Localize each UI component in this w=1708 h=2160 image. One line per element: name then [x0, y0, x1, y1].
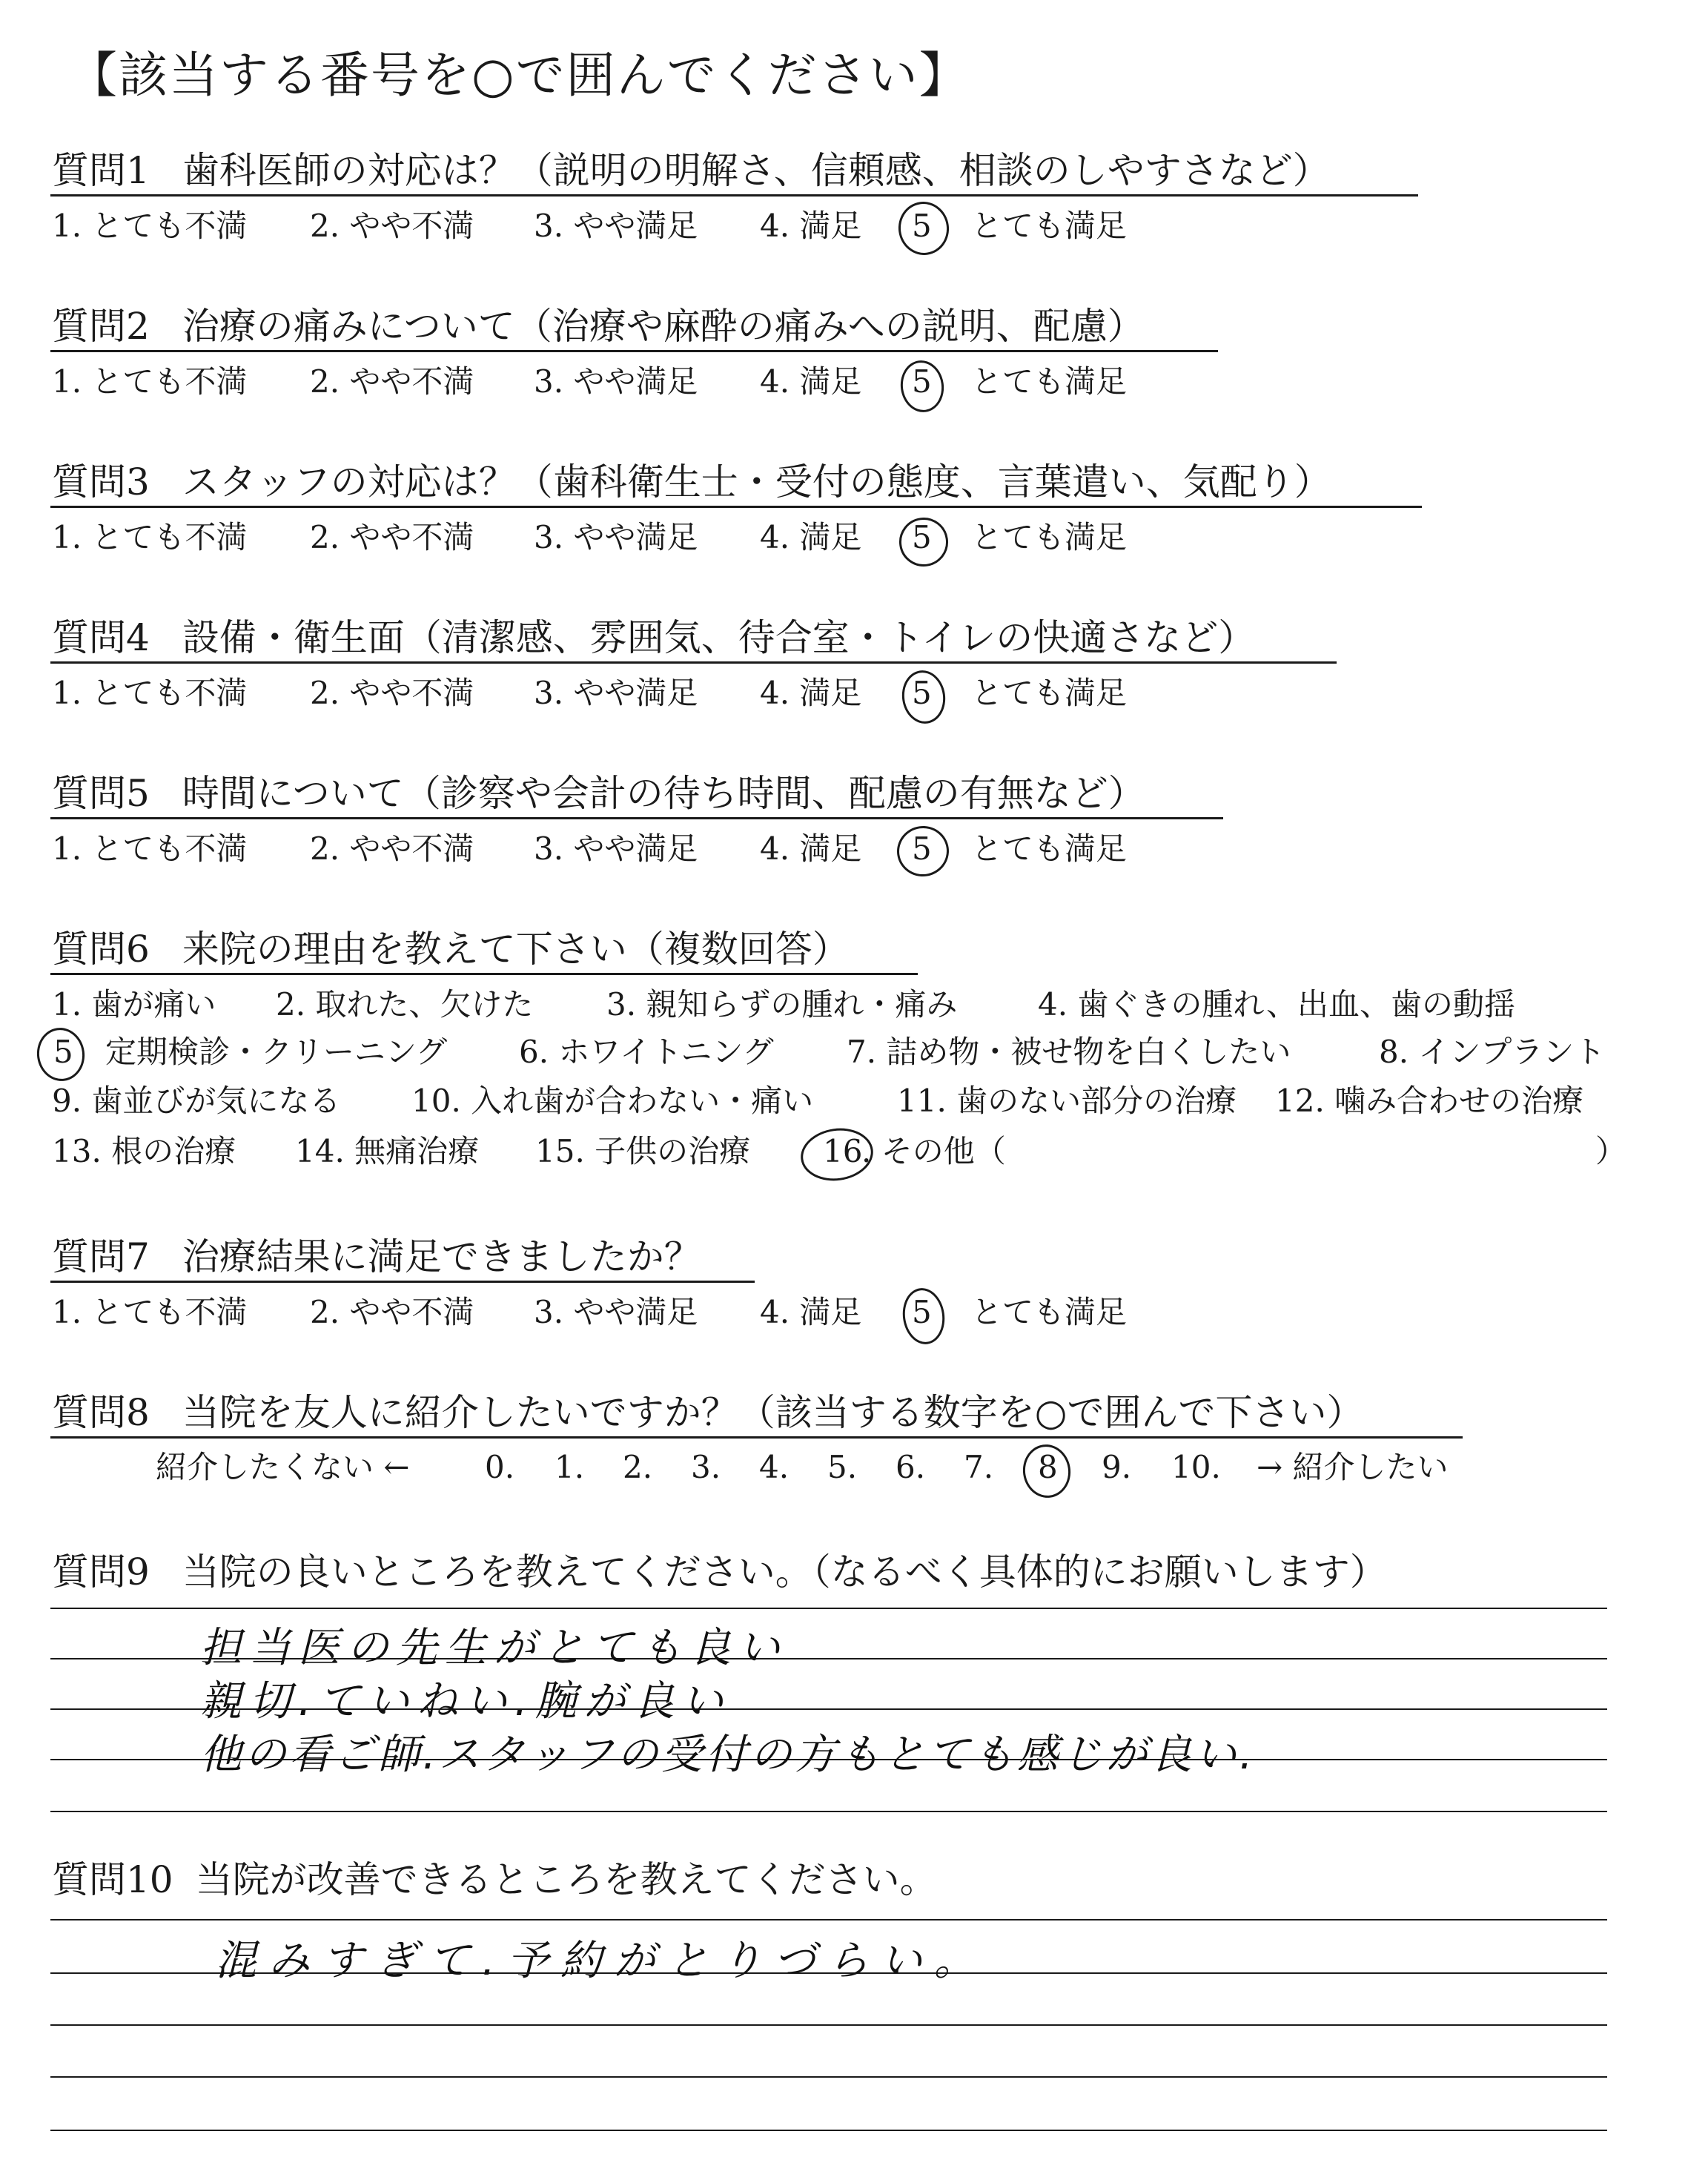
option-2[interactable]: 2. やや不満 — [310, 363, 474, 400]
question-3-title — [52, 460, 1331, 503]
question-5-title — [52, 772, 1145, 815]
scale-8[interactable]: 8 — [1038, 1449, 1058, 1485]
answer-circle-q8 — [1019, 1441, 1073, 1501]
answer-rule — [50, 2024, 1607, 2026]
question-9-number: 質問9 — [52, 1550, 150, 1593]
question-3-text: スタッフの対応は？（歯科衛生士・受付の態度、言葉遣い、気配り） — [182, 460, 1331, 503]
reason-10[interactable]: 10. 入れ歯が合わない・痛い — [411, 1083, 814, 1119]
answer-circle-q4 — [898, 667, 948, 726]
question-1-number: 質問1 — [52, 149, 150, 192]
option-1[interactable]: 1. とても不満 — [52, 208, 248, 244]
reasons-row-4 — [52, 1133, 1646, 1173]
question-5-text: 時間について（診察や会計の待ち時間、配慮の有無など） — [182, 772, 1145, 815]
option-5-label: とても満足 — [971, 519, 1128, 555]
question-7-number: 質問7 — [52, 1235, 150, 1278]
scale-5[interactable]: 5. — [827, 1449, 858, 1485]
scale-right-label: → 紹介したい — [1257, 1449, 1449, 1485]
option-5[interactable]: 5 — [912, 363, 932, 400]
question-2-options — [52, 363, 1238, 403]
question-8-scale — [156, 1449, 1564, 1489]
option-4[interactable]: 4. 満足 — [760, 1294, 862, 1330]
option-3[interactable]: 3. やや満足 — [534, 675, 698, 711]
handwritten-answer-q9-line3: 他の看ご師.スタッフの受付の方もとても感じが良い. — [200, 1731, 1256, 1779]
question-6-number: 質問6 — [52, 928, 150, 971]
option-5-label: とても満足 — [971, 1294, 1128, 1330]
reason-3[interactable]: 3. 親知らずの腫れ・痛み — [606, 986, 958, 1023]
question-7-text: 治療結果に満足できましたか？ — [182, 1235, 701, 1278]
reason-1[interactable]: 1. 歯が痛い — [52, 986, 216, 1023]
reason-13[interactable]: 13. 根の治療 — [52, 1133, 236, 1169]
option-3[interactable]: 3. やや満足 — [534, 830, 698, 867]
option-3[interactable]: 3. やや満足 — [534, 208, 698, 244]
question-1-text: 歯科医師の対応は？（説明の明解さ、信頼感、相談のしやすさなど） — [182, 149, 1330, 192]
option-5[interactable]: 5 — [912, 519, 932, 555]
handwritten-answer-q9-line1: 担当医の先生がとても良い — [200, 1624, 787, 1672]
question-8-underline — [50, 1436, 1463, 1439]
option-5[interactable]: 5 — [912, 675, 932, 711]
question-3-underline — [50, 506, 1422, 508]
reason-7[interactable]: 7. 詰め物・被せ物を白くしたい — [847, 1034, 1291, 1070]
question-4-title — [52, 616, 1256, 659]
question-2-text: 治療の痛みについて（治療や麻酔の痛みへの説明、配慮） — [182, 305, 1145, 348]
question-10-number: 質問10 — [52, 1858, 173, 1901]
question-10-text: 当院が改善できるところを教えてください。 — [195, 1858, 937, 1901]
question-4-underline — [50, 661, 1337, 664]
question-9-title — [52, 1550, 1387, 1593]
option-3[interactable]: 3. やや満足 — [534, 363, 698, 400]
handwritten-answer-q9-line2: 親切.ていねい.腕が良い — [200, 1677, 731, 1725]
question-1-underline — [50, 194, 1418, 196]
answer-circle-q7 — [899, 1285, 948, 1347]
option-3[interactable]: 3. やや満足 — [534, 519, 698, 555]
question-1-options — [52, 208, 1238, 248]
reason-2[interactable]: 2. 取れた、欠けた — [276, 986, 534, 1023]
option-4[interactable]: 4. 満足 — [760, 830, 862, 867]
reason-5-label: 定期検診・クリーニング — [105, 1034, 448, 1070]
question-2-underline — [50, 350, 1218, 352]
question-6-underline — [50, 973, 918, 975]
scale-10[interactable]: 10. — [1171, 1449, 1221, 1485]
option-5[interactable]: 5 — [912, 830, 932, 867]
answer-rule — [50, 1811, 1607, 1812]
reasons-row-1 — [52, 986, 1646, 1026]
question-6-title — [52, 928, 850, 971]
question-6-text: 来院の理由を教えて下さい（複数回答） — [182, 928, 850, 971]
question-8-text: 当院を友人に紹介したいですか？（該当する数字を○で囲んで下さい） — [182, 1391, 1364, 1434]
reasons-row-3 — [52, 1083, 1646, 1123]
page-title: 【該当する番号を○で囲んでください】 — [68, 47, 970, 104]
scale-7[interactable]: 7. — [964, 1449, 994, 1485]
reason-16-close: ） — [1595, 1133, 1627, 1169]
question-7-options — [52, 1294, 1238, 1334]
scale-1[interactable]: 1. — [555, 1449, 585, 1485]
option-1[interactable]: 1. とても不満 — [52, 363, 248, 400]
scale-left-label: 紹介したくない ← — [156, 1449, 410, 1485]
option-5[interactable]: 5 — [912, 1294, 932, 1330]
option-1[interactable]: 1. とても不満 — [52, 675, 248, 711]
option-2[interactable]: 2. やや不満 — [310, 830, 474, 867]
question-5-number: 質問5 — [52, 772, 150, 815]
option-5-label: とても満足 — [971, 830, 1128, 867]
option-4[interactable]: 4. 満足 — [760, 208, 862, 244]
reason-6[interactable]: 6. ホワイトニング — [519, 1034, 774, 1070]
option-5-label: とても満足 — [971, 363, 1128, 400]
option-5-label: とても満足 — [971, 208, 1128, 244]
handwritten-answer-q10-line1: 混みすぎて.予約がとりづらい。 — [215, 1937, 987, 1985]
question-8-title — [52, 1391, 1364, 1434]
question-4-options — [52, 675, 1238, 715]
reason-16-label: . その他（ — [861, 1133, 1006, 1169]
option-1[interactable]: 1. とても不満 — [52, 830, 248, 867]
reason-16[interactable]: 16 — [823, 1133, 863, 1169]
question-10-title — [52, 1858, 937, 1901]
answer-circle-q3 — [896, 515, 952, 570]
answer-circle-q1 — [895, 199, 952, 259]
reason-15[interactable]: 15. 子供の治療 — [535, 1133, 751, 1169]
question-4-number: 質問4 — [52, 616, 150, 659]
reason-11[interactable]: 11. 歯のない部分の治療 — [897, 1083, 1237, 1119]
answer-rule — [50, 2076, 1607, 2078]
scale-4[interactable]: 4. — [759, 1449, 790, 1485]
reason-5[interactable]: 5 — [53, 1034, 73, 1070]
question-7-underline — [50, 1281, 755, 1283]
option-1[interactable]: 1. とても不満 — [52, 1294, 248, 1330]
question-4-text: 設備・衛生面（清潔感、雰囲気、待合室・トイレの快適さなど） — [182, 616, 1256, 659]
reason-8[interactable]: 8. インプラント — [1379, 1034, 1606, 1070]
question-5-options — [52, 830, 1238, 871]
option-4[interactable]: 4. 満足 — [760, 363, 862, 400]
scale-3[interactable]: 3. — [691, 1449, 721, 1485]
reason-9[interactable]: 9. 歯並びが気になる — [52, 1083, 341, 1119]
question-2-title — [52, 305, 1145, 348]
question-1-title — [52, 149, 1330, 192]
answer-circle-q2 — [897, 357, 947, 415]
option-1[interactable]: 1. とても不満 — [52, 519, 248, 555]
question-3-number: 質問3 — [52, 460, 150, 503]
scale-2[interactable]: 2. — [623, 1449, 653, 1485]
question-3-options — [52, 519, 1238, 559]
question-9-text: 当院の良いところを教えてください。（なるべく具体的にお願いします） — [182, 1550, 1387, 1593]
option-5-label: とても満足 — [971, 675, 1128, 711]
question-8-number: 質問8 — [52, 1391, 150, 1434]
reason-4[interactable]: 4. 歯ぐきの腫れ、出血、歯の動揺 — [1038, 986, 1515, 1023]
option-2[interactable]: 2. やや不満 — [310, 208, 474, 244]
answer-rule — [50, 2130, 1607, 2131]
question-7-title — [52, 1235, 701, 1278]
reason-12[interactable]: 12. 噛み合わせの治療 — [1275, 1083, 1584, 1119]
answer-rule — [50, 1608, 1607, 1609]
reason-14[interactable]: 14. 無痛治療 — [295, 1133, 480, 1169]
answer-circle-q5 — [894, 822, 953, 879]
option-4[interactable]: 4. 満足 — [760, 519, 862, 555]
option-2[interactable]: 2. やや不満 — [310, 675, 474, 711]
scale-6[interactable]: 6. — [896, 1449, 926, 1485]
scale-0[interactable]: 0. — [485, 1449, 515, 1485]
question-5-underline — [50, 817, 1223, 819]
option-3[interactable]: 3. やや満足 — [534, 1294, 698, 1330]
answer-rule — [50, 1919, 1607, 1920]
question-2-number: 質問2 — [52, 305, 150, 348]
option-2[interactable]: 2. やや不満 — [310, 519, 474, 555]
answer-circle-reason-5 — [33, 1025, 87, 1084]
scale-9[interactable]: 9. — [1102, 1449, 1132, 1485]
option-2[interactable]: 2. やや不満 — [310, 1294, 474, 1330]
option-4[interactable]: 4. 満足 — [760, 675, 862, 711]
reasons-row-2 — [52, 1034, 1646, 1074]
option-5[interactable]: 5 — [912, 208, 932, 244]
